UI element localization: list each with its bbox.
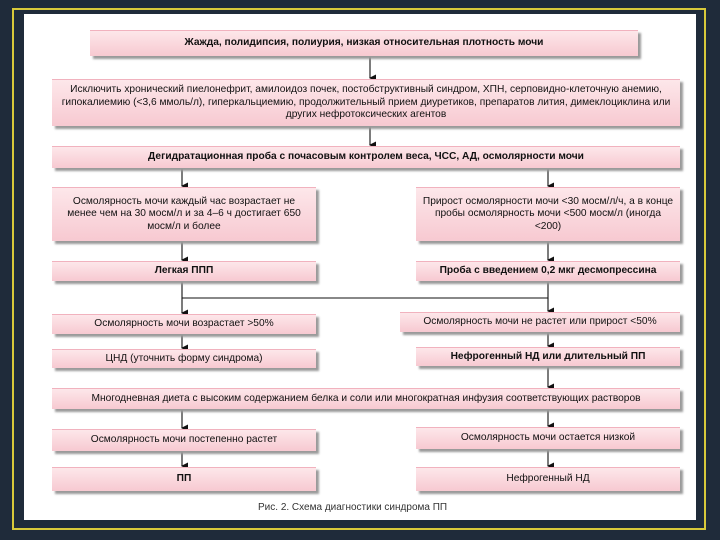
box-cnd: ЦНД (уточнить форму синдрома): [52, 349, 316, 368]
box-osmolarity-under-50: Осмолярность мочи не растет или прирост <50%: [400, 312, 680, 332]
figure-caption: Рис. 2. Схема диагностики синдрома ПП: [258, 502, 448, 513]
box-exclude-conditions: Исключить хронический пиелонефрит, амилоидоз почек, постобструктивный синдром, ХПН, серповидно-клеточную анемию, гипокалиемию (<3,6 ммоль/л), гиперкальциемию, продолжительный прием диуретиков, препаратов лития, димеклоциклина или других нефротоксических агентов: [52, 79, 680, 126]
box-desmopressin-test: Проба с введением 0,2 мкг десмопрессина: [416, 261, 680, 281]
box-mild-ppp: Легкая ППП: [52, 261, 316, 281]
box-pp: ПП: [52, 467, 316, 491]
box-dehydration-test: Дегидратационная проба с почасовым контролем веса, ЧСС, АД, осмолярности мочи: [52, 146, 680, 168]
connector-split-mid: [182, 280, 548, 298]
box-osmolarity-increase: Осмолярность мочи каждый час возрастает не менее чем на 30 мосм/л и за 4–6 ч достигает 650 мосм/л и более: [52, 187, 316, 241]
box-osmolarity-low-gain: Прирост осмолярности мочи <30 мосм/л/ч, а в конце пробы осмолярность мочи <500 мосм/л (иногда <200): [416, 187, 680, 241]
box-nephrogenic-nd: Нефрогенный НД: [416, 467, 680, 491]
box-osmolarity-over-50: Осмолярность мочи возрастает >50%: [52, 314, 316, 334]
box-osmolarity-gradual-rise: Осмолярность мочи постепенно растет: [52, 429, 316, 451]
box-osmolarity-remains-low: Осмолярность мочи остается низкой: [416, 427, 680, 449]
box-nephrogenic-or-pp: Нефрогенный НД или длительный ПП: [416, 347, 680, 366]
box-symptoms: Жажда, полидипсия, полиурия, низкая относительная плотность мочи: [90, 30, 638, 56]
box-diet-infusion: Многодневная диета с высоким содержанием белка и соли или многократная инфузия соответствующих растворов: [52, 388, 680, 409]
